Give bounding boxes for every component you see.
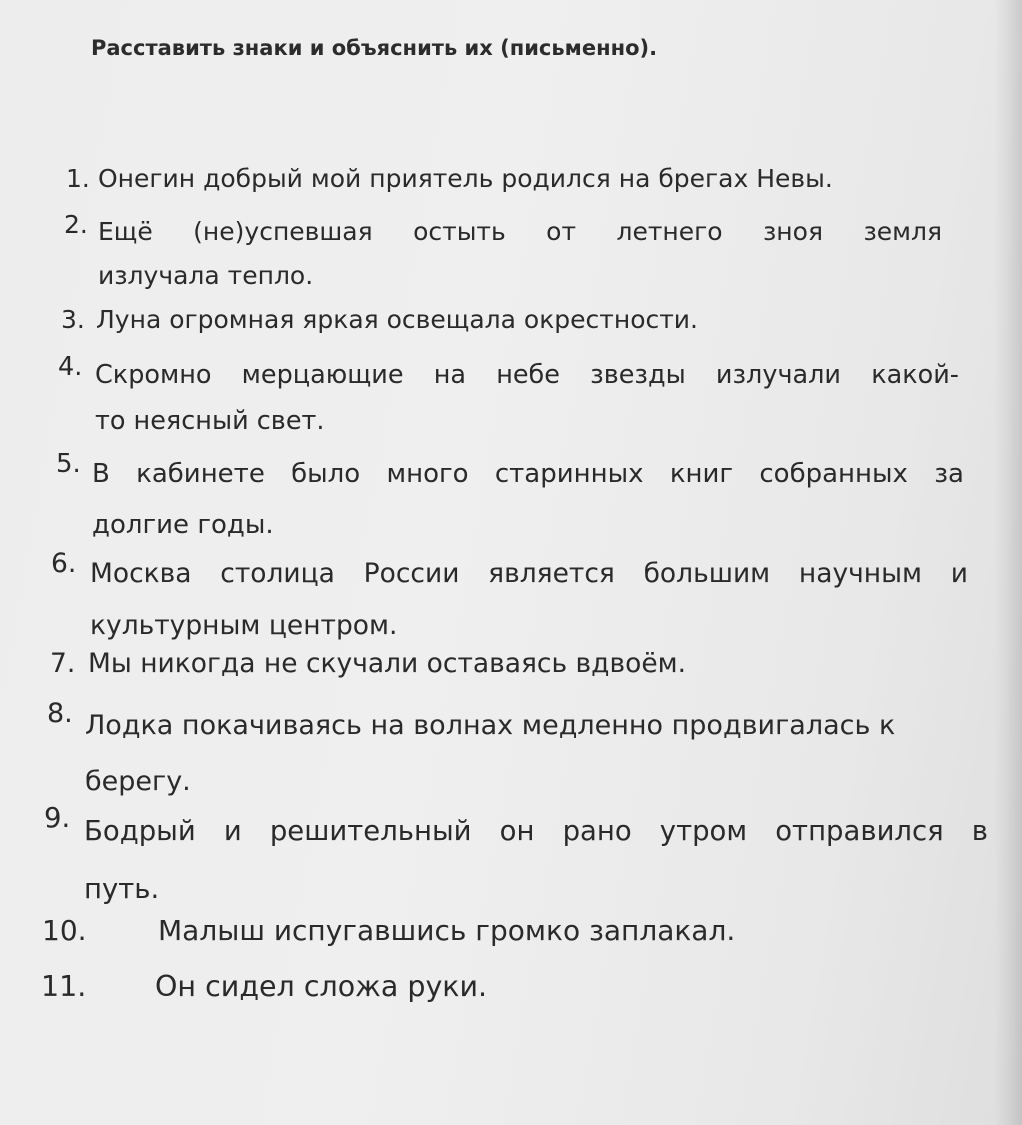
item-text-line: Мы никогда не скучали оставаясь вдвоём. <box>88 648 687 679</box>
item-text-line: В кабинете было много старинных книг собранных за <box>92 459 964 489</box>
item-text-line: путь. <box>84 873 160 905</box>
item-number: 7. <box>50 648 76 679</box>
item-text-line: берегу. <box>85 766 191 797</box>
item-number: 11. <box>41 970 87 1003</box>
item-number: 3. <box>61 305 85 334</box>
item-text-line: Москва столица России является большим научным и <box>90 558 968 589</box>
item-text-line: то неясный свет. <box>95 406 325 436</box>
item-text-line: долгие годы. <box>92 510 274 540</box>
item-text-line: Скромно мерцающие на небе звезды излучали какой- <box>95 360 959 390</box>
item-text-line: излучала тепло. <box>98 261 314 290</box>
item-number: 2. <box>64 210 88 239</box>
item-text-line: Ещё (не)успевшая остыть от летнего зноя земля <box>98 217 942 246</box>
item-number: 1. <box>66 164 90 193</box>
paper-edge-shadow <box>994 0 1022 1125</box>
item-text-line: Луна огромная яркая освещала окрестности. <box>96 305 698 334</box>
item-number: 6. <box>51 548 77 579</box>
item-text-line: Лодка покачиваясь на волнах медленно продвигалась к <box>85 710 896 741</box>
item-number: 4. <box>58 352 83 382</box>
item-number: 8. <box>47 698 73 729</box>
item-text-line: Онегин добрый мой приятель родился на брегах Невы. <box>98 164 833 193</box>
item-text-line: Он сидел сложа руки. <box>155 970 488 1003</box>
item-number: 10. <box>42 914 87 947</box>
item-number: 5. <box>56 449 81 479</box>
item-text-line: культурным центром. <box>90 610 398 641</box>
item-text-line: Бодрый и решительный он рано утром отправился в <box>84 815 988 847</box>
item-number: 9. <box>44 802 71 834</box>
page-title: Расставить знаки и объяснить их (письменно). <box>91 36 658 60</box>
item-text-line: Малыш испугавшись громко заплакал. <box>158 914 736 947</box>
